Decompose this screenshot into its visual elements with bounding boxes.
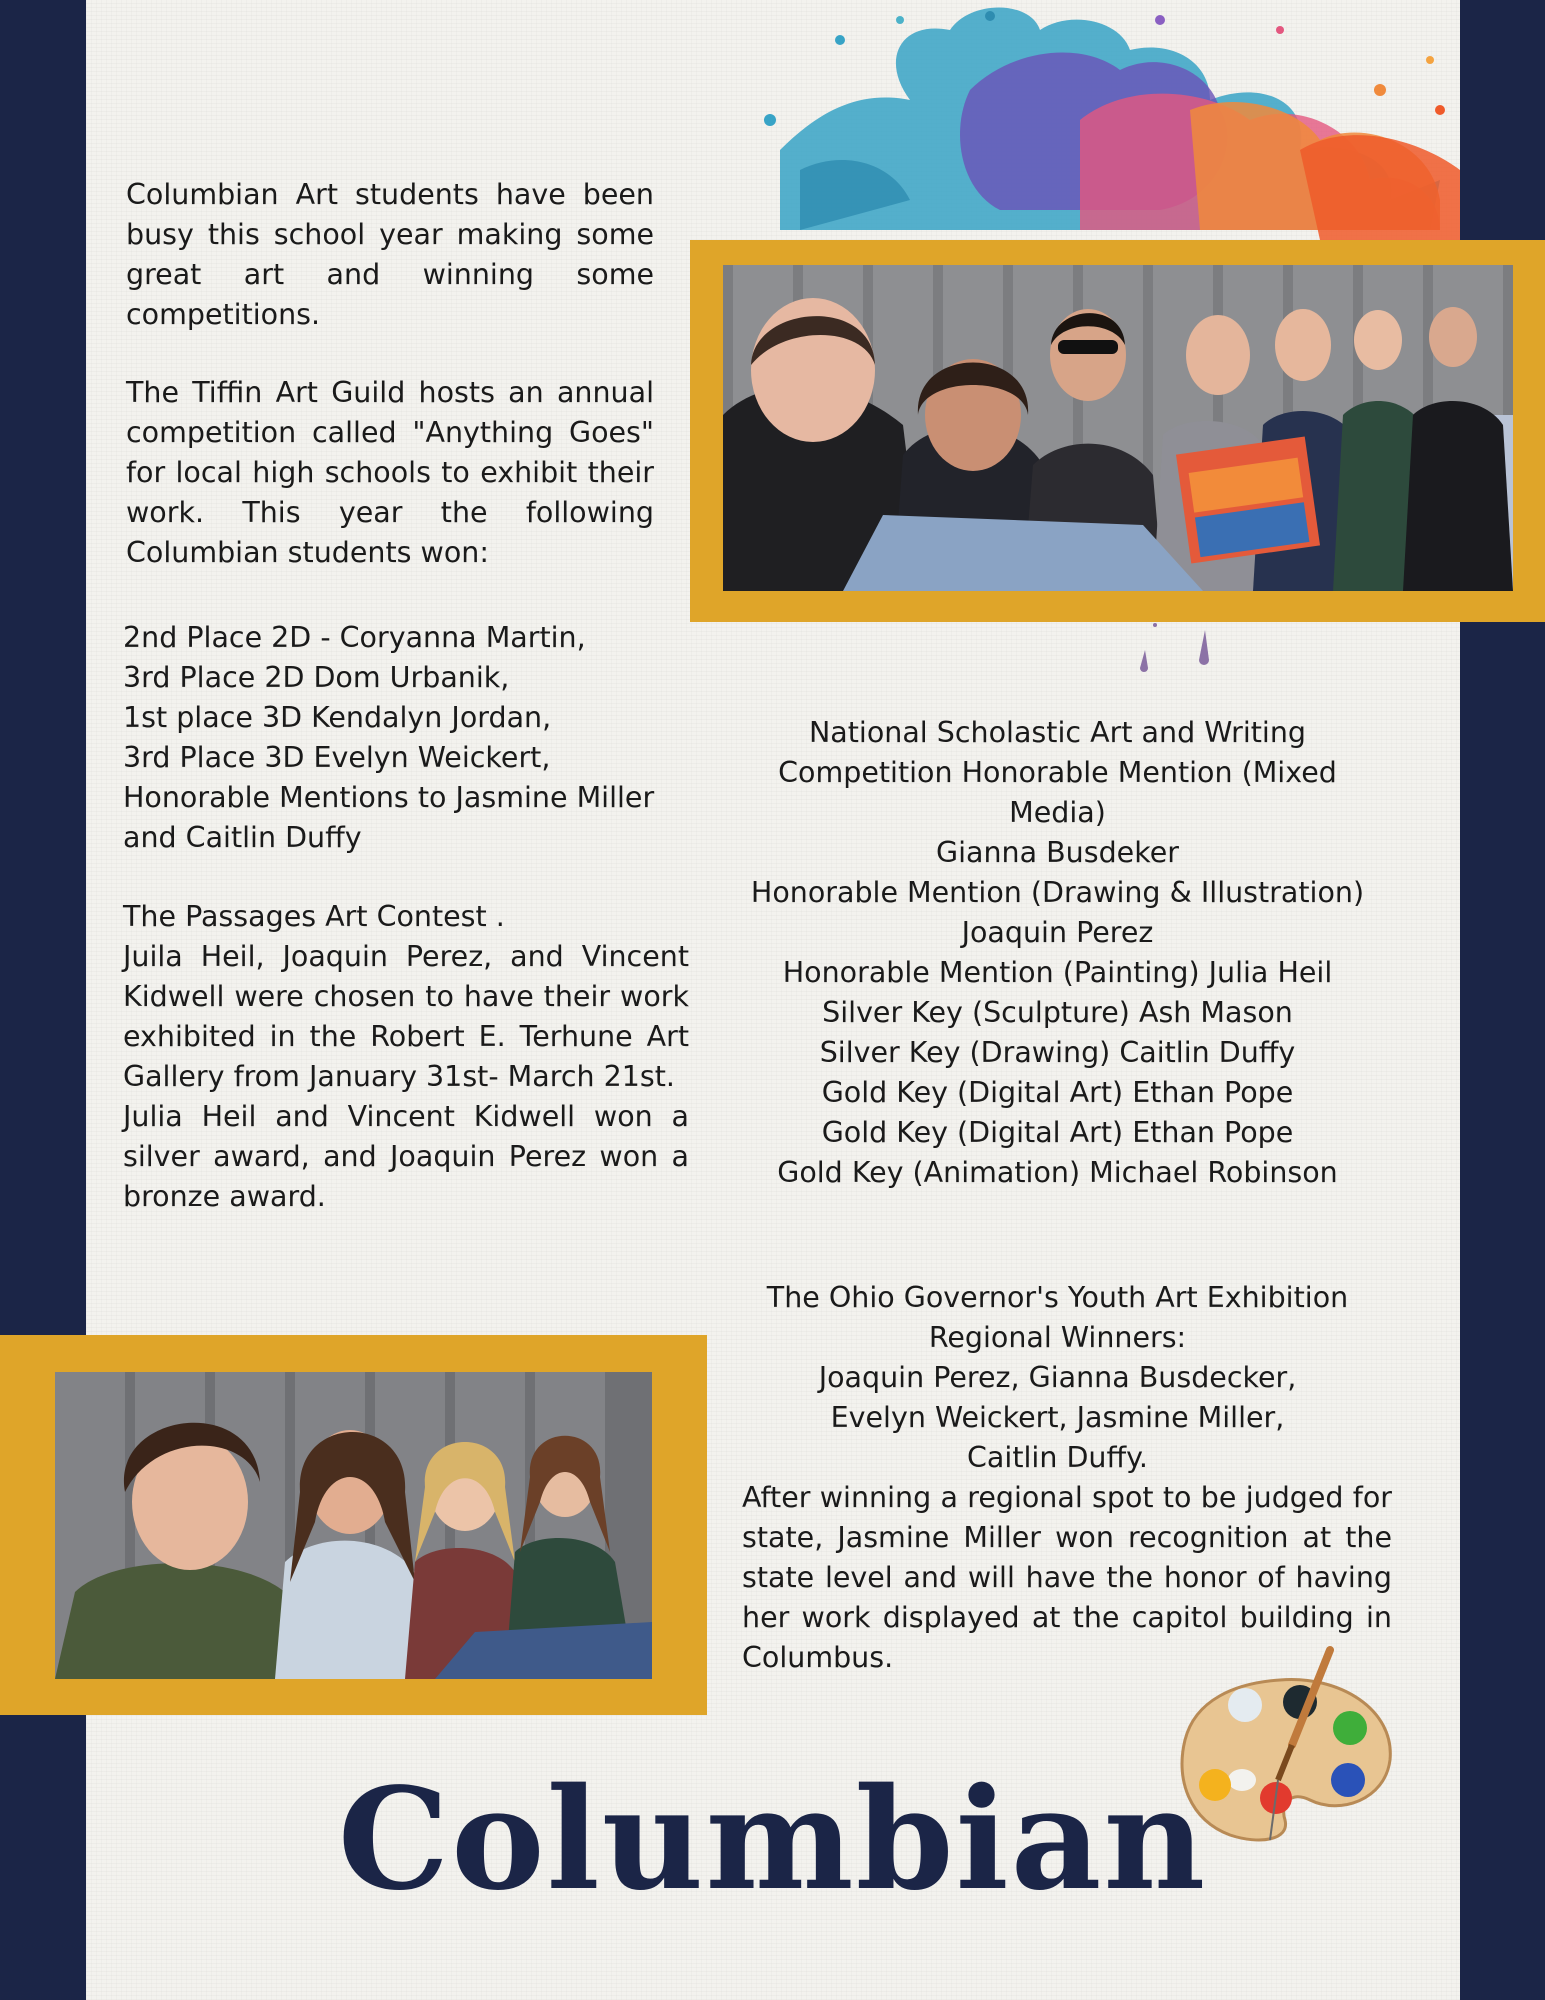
scholastic-line: Honorable Mention (Drawing & Illustration) <box>750 876 1365 909</box>
scholastic-line: National Scholastic Art and Writing <box>808 716 1307 749</box>
winner-item: 3rd Place 2D Dom Urbanik, <box>123 661 510 694</box>
passages-paragraph-2: Julia Heil and Vincent Kidwell won a silver award, and Joaquin Perez won a bronze award. <box>123 1100 689 1213</box>
bottom-group-photo <box>55 1372 652 1679</box>
tiffin-text: The Tiffin Art Guild hosts an annual competition called "Anything Goes" for local high schools to exhibit their work. This year the following Columbian students won: <box>126 376 654 569</box>
tiffin-paragraph <box>126 373 654 573</box>
ohio-line: The Ohio Governor's Youth Art Exhibition <box>766 1281 1349 1314</box>
scholastic-line: Gold Key (Digital Art) Ethan Pope <box>821 1076 1294 1109</box>
winner-item: 2nd Place 2D - Coryanna Martin, <box>123 621 586 654</box>
intro-text: Columbian Art students have been busy this school year making some great art and winning some competitions. <box>126 178 654 331</box>
footer-title: Columbian <box>337 1758 1208 1922</box>
scholastic-line: Gianna Busdeker <box>936 836 1179 869</box>
scholastic-line: Joaquin Perez <box>961 916 1154 949</box>
scholastic-section <box>700 713 1415 1193</box>
ohio-line: Regional Winners: <box>928 1321 1187 1354</box>
scholastic-line: Gold Key (Digital Art) Ethan Pope <box>821 1116 1294 1149</box>
winner-item: Honorable Mentions to Jasmine Miller and Caitlin Duffy <box>123 781 655 854</box>
paint-drip-icon <box>1125 620 1225 680</box>
passages-title: The Passages Art Contest . <box>123 900 505 933</box>
scholastic-line: Competition Honorable Mention (Mixed <box>778 756 1337 789</box>
ohio-paragraph-text: After winning a regional spot to be judged for state, Jasmine Miller won recognition at the state level and will have the honor of having her work displayed at the capitol building in Columbus. <box>742 1481 1392 1674</box>
scholastic-line: Gold Key (Animation) Michael Robinson <box>777 1156 1338 1189</box>
tiffin-winners-list <box>123 618 693 858</box>
scholastic-line: Silver Key (Sculpture) Ash Mason <box>822 996 1293 1029</box>
passages-section <box>123 897 689 1217</box>
ohio-line: Joaquin Perez, Gianna Busdecker, <box>818 1361 1297 1394</box>
intro-paragraph <box>126 175 654 335</box>
scholastic-line: Silver Key (Drawing) Caitlin Duffy <box>819 1036 1296 1069</box>
winner-item: 3rd Place 3D Evelyn Weickert, <box>123 741 551 774</box>
scholastic-line: Honorable Mention (Painting) Julia Heil <box>782 956 1333 989</box>
ohio-line: Evelyn Weickert, Jasmine Miller, <box>830 1401 1285 1434</box>
ohio-section <box>720 1278 1395 1478</box>
winner-item: 1st place 3D Kendalyn Jordan, <box>123 701 552 734</box>
passages-paragraph-1: Juila Heil, Joaquin Perez, and Vincent Kidwell were chosen to have their work exhibited in the Robert E. Terhune Art Gallery from January 31st- March 21st. <box>123 940 689 1093</box>
scholastic-line: Media) <box>1009 796 1106 829</box>
ohio-line: Caitlin Duffy. <box>967 1441 1148 1474</box>
top-group-photo <box>723 265 1513 591</box>
